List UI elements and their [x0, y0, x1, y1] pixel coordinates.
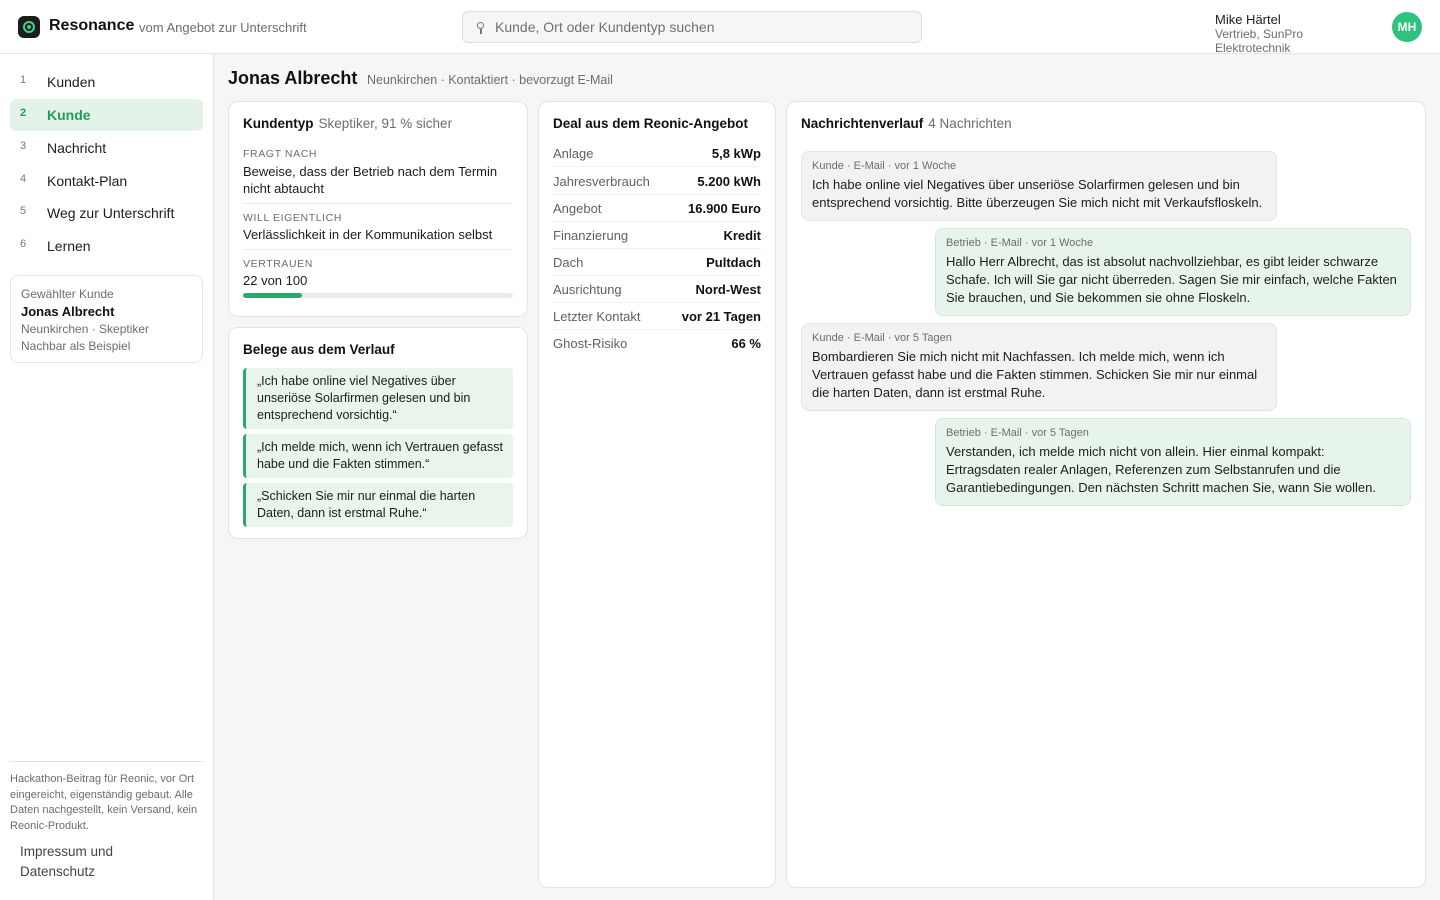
disclaimer-text: Hackathon-Beitrag für Reonic, vor Ort eingereicht, eigenständig gebaut. Alle Daten nachgestellt, kein Versand, kein Reonic-Produkt. — [10, 773, 198, 832]
customer-type-title: Kundentyp — [243, 116, 314, 131]
deal-value: 16.900 Euro — [688, 201, 761, 216]
trust-progress-bar — [243, 293, 513, 298]
message-count: 4 Nachrichten — [928, 116, 1012, 131]
top-bar — [0, 0, 1440, 54]
message-meta: Kunde · E-Mail · vor 1 Woche — [812, 160, 957, 172]
search-icon — [474, 20, 490, 36]
sidebar-item-weg-zur-unterschrift[interactable] — [10, 197, 203, 229]
message-incoming[interactable] — [801, 151, 1277, 221]
deal-value: 66 % — [731, 336, 761, 351]
deal-label: Ausrichtung — [553, 282, 622, 297]
sidebar-item-lernen[interactable] — [10, 230, 203, 262]
deal-row-anlage — [553, 140, 761, 167]
divider — [10, 761, 203, 762]
deal-label: Finanzierung — [553, 228, 629, 243]
deal-label: Angebot — [553, 201, 602, 216]
divider — [243, 203, 513, 204]
deal-label: Dach — [553, 255, 584, 270]
sidebar-item-nachricht[interactable] — [10, 132, 203, 164]
deal-row-ghost-risiko — [553, 330, 761, 357]
page-title: Jonas Albrecht — [228, 68, 358, 88]
customer-type-value: Skeptiker, 91 % sicher — [318, 116, 453, 131]
asks-caption: FRAGT NACH — [243, 148, 318, 160]
sidebar-item-kontakt-plan[interactable] — [10, 165, 203, 197]
evidence-card — [228, 327, 528, 539]
message-text: Ich habe online viel Negatives über unseriöse Solarfirmen gelesen und bin entsprechend vorsichtig. Bitte überzeugen Sie mich nicht mit Verkaufsfloskeln. — [812, 177, 1263, 210]
page-subtitle: Neunkirchen · Kontaktiert · bevorzugt E-Mail — [367, 73, 613, 87]
sidebar-item-kunden[interactable] — [10, 66, 203, 98]
deal-row-letzter-kontakt — [553, 303, 761, 330]
deal-title: Deal aus dem Reonic-Angebot — [553, 116, 749, 131]
message-incoming[interactable] — [801, 323, 1277, 411]
imprint-link[interactable]: Impressum und Datenschutz — [20, 844, 114, 879]
evidence-quote: „Ich habe online viel Negatives über unseriöse Solarfirmen gelesen und bin entsprechend vorsichtig.“ — [243, 368, 513, 429]
message-history-card — [786, 101, 1426, 888]
deal-row-angebot — [553, 195, 761, 222]
logo-icon[interactable] — [18, 16, 40, 38]
avatar[interactable]: MH — [1392, 12, 1422, 42]
divider — [243, 249, 513, 250]
deal-value: 5,8 kWp — [711, 146, 761, 161]
card-title — [243, 116, 452, 131]
nav-label: Weg zur Unterschrift — [47, 205, 175, 221]
deal-label: Anlage — [553, 146, 594, 161]
message-meta: Betrieb · E-Mail · vor 5 Tagen — [946, 427, 1089, 439]
evidence-quote: „Schicken Sie mir nur einmal die harten Daten, dann ist erstmal Ruhe.“ — [243, 483, 513, 527]
message-outgoing[interactable] — [935, 228, 1411, 316]
wants-caption: WILL EIGENTLICH — [243, 212, 343, 224]
deal-value: Kredit — [723, 228, 761, 243]
nav-label: Nachricht — [47, 140, 107, 156]
deal-label: Letzter Kontakt — [553, 309, 641, 324]
selected-customer-name: Jonas Albrecht — [21, 304, 115, 319]
asks-value: Beweise, dass der Betrieb nach dem Termin nicht abtaucht — [243, 164, 498, 196]
sidebar — [0, 54, 214, 900]
trust-progress-fill — [243, 293, 302, 298]
trust-value: 22 von 100 — [243, 273, 308, 288]
nav-step-number: 5 — [20, 205, 27, 217]
message-meta: Kunde · E-Mail · vor 5 Tagen — [812, 332, 952, 344]
selected-customer-meta: Neunkirchen · Skeptiker — [21, 322, 150, 336]
nav-label: Lernen — [47, 238, 91, 254]
nav-step-number: 3 — [20, 140, 27, 152]
deal-card — [538, 101, 776, 888]
user-name: Mike Härtel — [1215, 12, 1281, 27]
message-text: Verstanden, ich melde mich nicht von allein. Hier einmal kompakt: Ertragsdaten realer Anlagen, Referenzen zum Selbstanrufen und die Garantiebedingungen. Den nächsten Schritt machen Sie, wann Sie wollen. — [946, 444, 1376, 495]
message-text: Bombardieren Sie mich nicht mit Nachfassen. Ich melde mich, wenn ich Vertrauen gefasst habe und die Fakten stimmen. Schicken Sie mir nur einmal die harten Daten, dann ist erstmal Ruhe. — [812, 349, 1258, 400]
nav-label: Kunde — [47, 107, 91, 123]
sidebar-item-kunde[interactable] — [10, 99, 203, 131]
deal-value: Nord-West — [695, 282, 761, 297]
evidence-title: Belege aus dem Verlauf — [243, 342, 395, 357]
wants-value: Verlässlichkeit in der Kommunikation selbst — [243, 227, 493, 242]
nav-step-number: 6 — [20, 238, 27, 250]
nav-step-number: 4 — [20, 173, 27, 185]
brand-tagline: vom Angebot zur Unterschrift — [139, 20, 307, 35]
selected-customer-caption: Gewählter Kunde — [21, 287, 114, 301]
brand-name[interactable]: Resonance — [49, 17, 135, 34]
trust-caption: VERTRAUEN — [243, 258, 313, 270]
search-box[interactable] — [462, 11, 922, 43]
message-meta: Betrieb · E-Mail · vor 1 Woche — [946, 237, 1094, 249]
message-outgoing[interactable] — [935, 418, 1411, 506]
deal-label: Jahresverbrauch — [553, 174, 650, 189]
deal-row-jahresverbrauch — [553, 168, 761, 195]
evidence-quote: „Ich melde mich, wenn ich Vertrauen gefasst habe und die Fakten stimmen.“ — [243, 434, 513, 478]
nav-label: Kunden — [47, 74, 96, 90]
nav-step-number: 2 — [20, 107, 27, 119]
selected-customer-note: Nachbar als Beispiel — [21, 339, 131, 353]
message-text: Hallo Herr Albrecht, das ist absolut nachvollziehbar, es gibt leider schwarze Schafe. Ich will Sie gar nicht überreden. Sagen Sie mir einfach, welche Fakten Sie brauchen, und Sie bekommen sie ohne Floskeln. — [946, 254, 1397, 305]
deal-label: Ghost-Risiko — [553, 336, 628, 351]
deal-row-dach — [553, 249, 761, 276]
nav-step-number: 1 — [20, 74, 27, 86]
card-title — [801, 116, 1012, 131]
search-input[interactable] — [495, 12, 915, 42]
message-history-title: Nachrichtenverlauf — [801, 116, 924, 131]
nav-label: Kontakt-Plan — [47, 173, 128, 189]
deal-row-ausrichtung — [553, 276, 761, 303]
selected-customer-card[interactable] — [10, 275, 203, 363]
deal-value: 5.200 kWh — [697, 174, 761, 189]
deal-value: vor 21 Tagen — [681, 309, 761, 324]
deal-value: Pultdach — [706, 255, 761, 270]
user-role: Vertrieb, SunPro Elektrotechnik — [1215, 27, 1304, 55]
deal-row-finanzierung — [553, 222, 761, 249]
customer-type-card — [228, 101, 528, 317]
